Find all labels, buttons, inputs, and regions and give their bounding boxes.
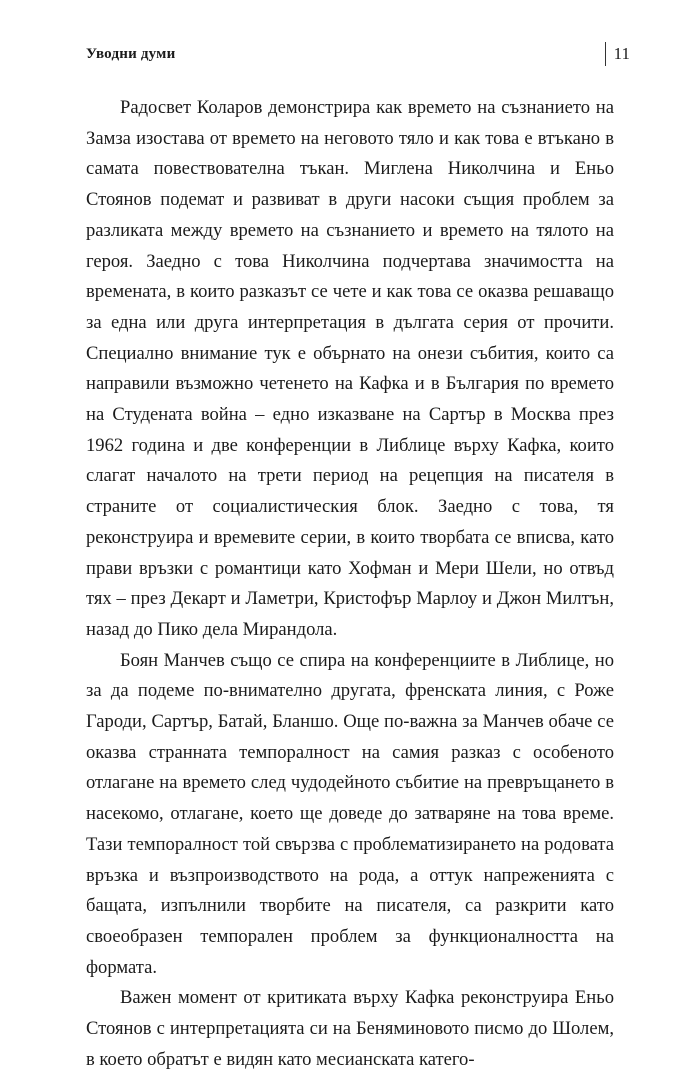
paragraph-1: Радосвет Коларов демонстрира как времето на съзнанието на Замза изостава от времето на неговото тяло и как това е втъкано в самата повествователна тъкан. Миглена Николчина и Еньо Стоянов подемат и развиват в други насоки същия проблем за разликата между времето на съзнанието и времето на тялото на героя. Заедно с това Николчина подчертава значимостта на времената, в които разказът се чете и как това се оказва решаващо за една или друга интерпретация в дългата серия от прочити. Специално внимание тук е обърнато на онези събития, които са направили възможно четенето на Кафка и в България по времето на Студената война – едно изказване на Сартър в Москва през 1962 година и две конференции в Либлице върху Кафка, които слагат началото на трети период на рецепция на писателя в страните от социалистическия блок. Заедно с това, тя реконструира и времевите серии, в които творбата се вписва, като прави връзки с романтици като Хофман и Мери Шели, но отвъд тях – през Декарт и Ламетри, Кристофър Марлоу и Джон Милтън, назад до Пико дела Мирандола. — [86, 97, 614, 640]
running-head-title: Уводни думи — [86, 46, 176, 62]
paragraph-2: Боян Манчев също се спира на конференциите в Либлице, но за да подеме по-внимателно другата, френската линия, с Роже Гароди, Сартър, Батай, Бланшо. Още по-важна за Манчев обаче се оказва странната темпоралност на самия разказ с особеното отлагане на времето след чудодейното събитие на превръщането в насекомо, отлагане, което ще доведе до затваряне на това време. Тази темпоралност той свързва с проблематизирането на родовата връзка и възпроизводството на рода, а оттук напреженията с бащата, изпълнили творбите на писателя, са разкрити като своеобразен темпорален проблем за функционалността на формата. — [86, 649, 614, 978]
paragraph-3: Важен момент от критиката върху Кафка реконструира Еньо Стоянов с интерпретацията си на Беняминовото писмо до Шолем, в което обратът е видян като месианската катего- — [86, 987, 614, 1070]
page-number-block — [605, 42, 630, 66]
body-text — [86, 93, 614, 1076]
page-number: 11 — [613, 44, 630, 63]
page-number-divider — [605, 42, 606, 66]
